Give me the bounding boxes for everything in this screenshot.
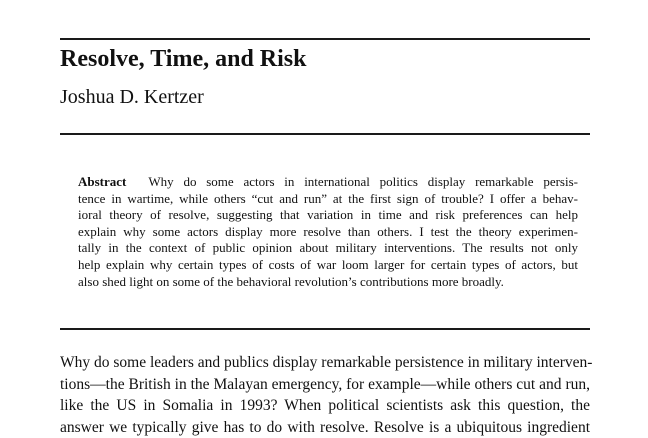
abstract-line-7: also shed light on some of the behavioral revolution’s contributions more broadly.	[78, 274, 578, 291]
body-line-1: Why do some leaders and publics display remarkable persistence in military interven-	[60, 352, 590, 374]
article-title: Resolve, Time, and Risk	[60, 44, 306, 74]
abstract-line-3: ioral theory of resolve, suggesting that variation in time and risk preferences can help	[78, 207, 578, 224]
abstract-line-1	[78, 174, 578, 191]
body-line-4: answer we typically give has to do with resolve. Resolve is a ubiquitous ingredient	[60, 417, 590, 438]
abstract-rule	[60, 328, 590, 330]
body-paragraph	[60, 352, 590, 438]
abstract-line-6: help explain why certain types of costs of war loom larger for certain types of actors, but	[78, 257, 578, 274]
abstract-label: Abstract	[78, 174, 126, 189]
body-line-3: like the US in Somalia in 1993? When political scientists ask this question, the	[60, 395, 590, 417]
top-rule	[60, 38, 590, 40]
header-rule	[60, 133, 590, 135]
article-author: Joshua D. Kertzer	[60, 84, 204, 110]
abstract-block	[78, 174, 578, 290]
body-line-2: tions—the British in the Malayan emergency, for example—while others cut and run,	[60, 374, 590, 396]
abstract-line-5: tally in the context of public opinion about military interventions. The results not only	[78, 240, 578, 257]
abstract-line-2: tence in wartime, while others “cut and run” at the first sign of trouble? I offer a behav-	[78, 191, 578, 208]
abstract-line-4: explain why some actors display more resolve than others. I test the theory experimen-	[78, 224, 578, 241]
abstract-line-1-text: Why do some actors in international politics display remarkable persis-	[148, 174, 578, 189]
